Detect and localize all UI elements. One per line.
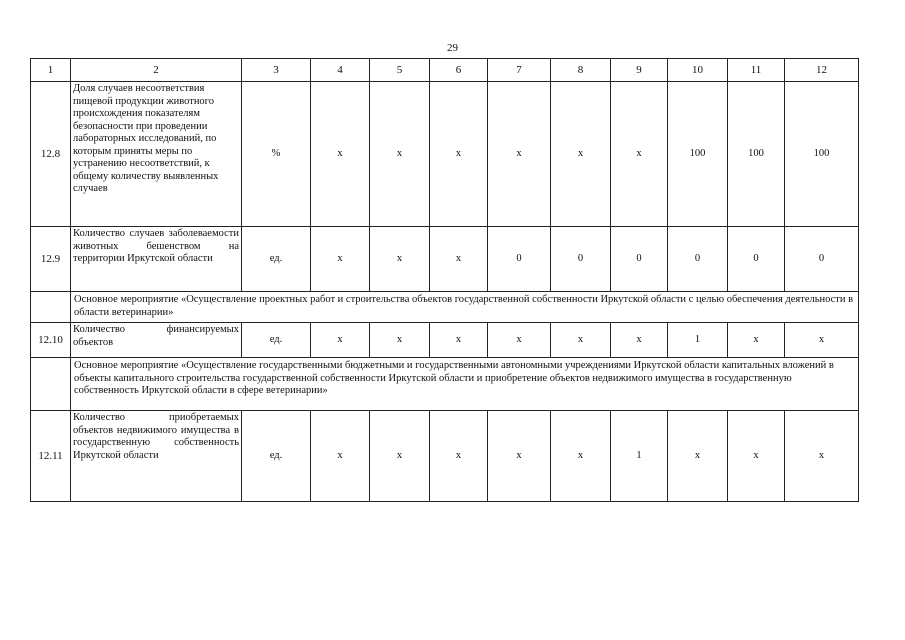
indicator-name: Количество приобретаемых объектов недвижимого имущества в государственную собственность Иркутской области (71, 411, 242, 502)
indicator-name: Доля случаев несоответствия пищевой продукции животного происхождения показателям безопасности при проведении лабораторных исследований, по которым приняты меры по устранению несоответствий, к общему количеству выявленных случаев (71, 82, 242, 227)
indicator-name: Количество случаев заболеваемости животных бешенством на территории Иркутской области (71, 227, 242, 292)
value-cell: 0 (611, 227, 668, 292)
value-cell: x (551, 411, 611, 502)
value-cell: 100 (668, 82, 728, 227)
row-number-empty (31, 358, 71, 411)
header-row (31, 59, 859, 82)
unit-cell: % (242, 82, 311, 227)
indicators-table (30, 58, 859, 502)
value-cell: x (311, 82, 370, 227)
main-measure-title: Основное мероприятие «Осуществление государственными бюджетными и государственными автономными учреждениями Иркутской области капитальных вложений в объекты капитального строительства государственной собственности Иркутской области и приобретение объектов недвижимого имущества в государственную собственность Иркутской области в сфере ветеринарии» (71, 358, 859, 411)
header-cell: 3 (242, 59, 311, 82)
value-cell: 0 (668, 227, 728, 292)
indicator-name: Количество финансируемых объектов (71, 323, 242, 358)
value-cell: x (430, 411, 488, 502)
table-row (31, 82, 859, 227)
value-cell: 1 (611, 411, 668, 502)
header-cell: 2 (71, 59, 242, 82)
table-row (31, 227, 859, 292)
value-cell: x (488, 323, 551, 358)
value-cell: 0 (785, 227, 859, 292)
header-cell: 9 (611, 59, 668, 82)
value-cell: x (430, 82, 488, 227)
value-cell: x (611, 323, 668, 358)
value-cell: x (785, 323, 859, 358)
value-cell: x (430, 227, 488, 292)
page-number: 29 (447, 42, 458, 54)
main-measure-title: Основное мероприятие «Осуществление проектных работ и строительства объектов государственной собственности Иркутской области с целью обеспечения деятельности в области ветеринарии» (71, 292, 859, 323)
value-cell: x (370, 82, 430, 227)
value-cell: x (370, 411, 430, 502)
value-cell: 0 (728, 227, 785, 292)
header-cell: 11 (728, 59, 785, 82)
value-cell: x (370, 323, 430, 358)
value-cell: 0 (488, 227, 551, 292)
unit-cell: ед. (242, 323, 311, 358)
value-cell: 100 (728, 82, 785, 227)
unit-cell: ед. (242, 411, 311, 502)
table-row (31, 323, 859, 358)
value-cell: x (728, 323, 785, 358)
value-cell: x (551, 323, 611, 358)
value-cell: x (311, 323, 370, 358)
value-cell: x (551, 82, 611, 227)
header-cell: 12 (785, 59, 859, 82)
measure-row (31, 358, 859, 411)
header-cell: 5 (370, 59, 430, 82)
header-cell: 8 (551, 59, 611, 82)
row-number: 12.9 (31, 227, 71, 292)
value-cell: x (370, 227, 430, 292)
value-cell: x (311, 227, 370, 292)
value-cell: x (611, 82, 668, 227)
value-cell: x (668, 411, 728, 502)
table-row (31, 411, 859, 502)
unit-cell: ед. (242, 227, 311, 292)
header-cell: 4 (311, 59, 370, 82)
value-cell: 0 (551, 227, 611, 292)
value-cell: x (785, 411, 859, 502)
row-number: 12.8 (31, 82, 71, 227)
header-cell: 6 (430, 59, 488, 82)
row-number: 12.11 (31, 411, 71, 502)
row-number-empty (31, 292, 71, 323)
value-cell: 100 (785, 82, 859, 227)
header-cell: 1 (31, 59, 71, 82)
value-cell: x (311, 411, 370, 502)
header-cell: 10 (668, 59, 728, 82)
value-cell: x (728, 411, 785, 502)
row-number: 12.10 (31, 323, 71, 358)
value-cell: x (488, 82, 551, 227)
value-cell: 1 (668, 323, 728, 358)
value-cell: x (488, 411, 551, 502)
value-cell: x (430, 323, 488, 358)
measure-row (31, 292, 859, 323)
header-cell: 7 (488, 59, 551, 82)
